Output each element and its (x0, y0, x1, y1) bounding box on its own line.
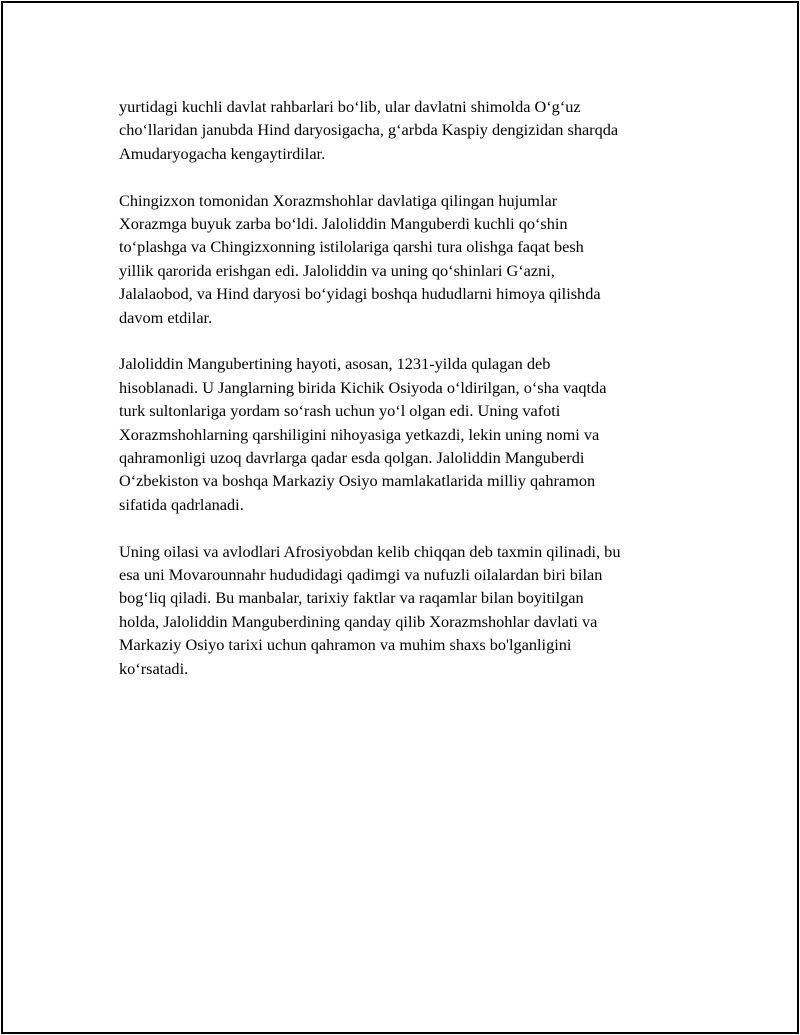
paragraph-1: yurtidagi kuchli davlat rahbarlari bo‘lib, ular davlatni shimolda O‘g‘uz cho‘llaridan janubda Hind daryosigacha, g‘arbda Kaspiy dengizidan sharqda Amudaryogacha kengaytirdilar. (119, 97, 619, 163)
paragraph-4: Uning oilasi va avlodlari Afrosiyobdan kelib chiqqan deb taxmin qilinadi, bu esa uni Movarounnahr hududidagi qadimgi va nufuzli oilalardan biri bilan bog‘liq qiladi. Bu manbalar, tarixiy faktlar va raqamlar bilan boyitilgan holda, Jaloliddin Manguberdining qanday qilib Xorazmshohlar davlati va Markaziy Osiyo tarixi uchun qahramon va muhim shaxs bo'lganligini ko‘rsatadi. (119, 541, 621, 678)
paragraph-2: Chingizxon tomonidan Xorazmshohlar davlatiga qilingan hujumlar Xorazmga buyuk zarba bo‘ldi. Jaloliddin Manguberdi kuchli qo‘shin to‘plashga va Chingizxonning istilolariga qarshi tura olishga faqat besh yillik qarorida erishgan edi. Jaloliddin va uning qo‘shinlari G‘azni, Jalalaobod, va Hind daryosi bo‘yidagi boshqa hududlarni himoya qilishda davom etdilar. (119, 190, 601, 327)
document-body (119, 95, 691, 704)
paragraph-3: Jaloliddin Mangubertining hayoti, asosan, 1231-yilda qulagan deb hisoblanadi. U Janglarning birida Kichik Osiyoda o‘ldirilgan, o‘sha vaqtda turk sultonlariga yordam so‘rash uchun yo‘l olgan edi. Uning vafoti Xorazmshohlarning qarshiligini nihoyasiga yetkazdi, lekin uning nomi va qahramonligi uzoq davrlarga qadar esda qolgan. Jaloliddin Manguberdi O‘zbekiston va boshqa Markaziy Osiyo mamlakatlarida milliy qahramon sifatida qadrlanadi. (119, 354, 607, 514)
document-page (1, 1, 799, 1034)
